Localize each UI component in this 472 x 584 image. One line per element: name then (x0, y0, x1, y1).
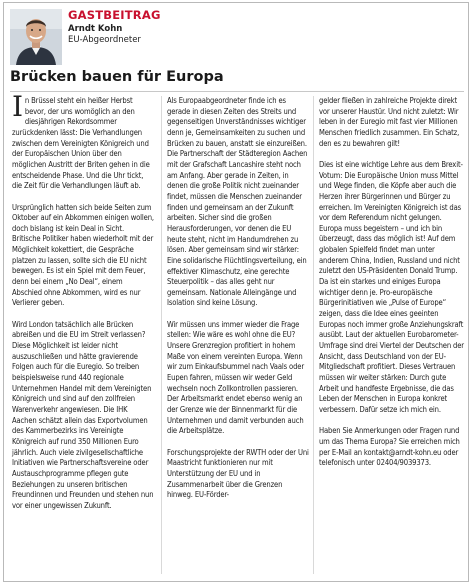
kicker-label: GASTBEITRAG (68, 8, 161, 22)
headline-divider (10, 91, 464, 92)
paragraph: Als Europaabgeordneter finde ich es gerade in diesen Zeiten des Streits und gegenseitigen Unverständnisses wichtiger denn je, Gemeinsamkeiten zu suchen und Brücken zu bauen, anstatt sie einzureißen. Die Partnerschaft der Städteregion Aachen mit der Grafschaft Lancashire steht noch am Anfang. Aber gerade in Zeiten, in denen die große Politik nicht zueinander findet, müssen die Menschen zueinander finden und gemeinsam an der Zukunft arbeiten. Sicher sind die großen Herausforderungen, vor denen die EU heute steht, nicht im Handumdrehen zu lösen. Aber gemeinsam sind wir stärker: Eine solidarische Flüchtlingsverteilung, ein effektiver Klimaschutz, eine gerechte Steuerpolitik – das alles geht nur gemeinsam. Nationale Alleingänge und Isolation sind keine Lösung. (167, 96, 308, 308)
column-divider (313, 96, 314, 574)
paragraph: Forschungsprojekte der RWTH oder der Uni Maastricht funktionieren nur mit Unterstützung der EU und in Zusammenarbeit über die Grenzen hinweg. EU-Förder- (167, 447, 309, 500)
text-column-3 (319, 96, 465, 479)
paragraph: Haben Sie Anmerkungen oder Fragen rund um das Thema Europa? Sie erreichen mich per E-Mail an kontakt@arndt-kohn.eu oder telefonisch unter 02404/9039373. (319, 426, 460, 468)
paragraph: Wir müssen uns immer wieder die Frage stellen: Wie wäre es wohl ohne die EU? Unsere Grenzregion profitiert in hohem Maße von einem vereinten Europa. Wenn wir zum Einkaufsbummel nach Vaals oder Eupen fahren, müssen wir weder Geld wechseln noch Zollkontrollen passieren. Der Arbeitsmarkt endet ebenso wenig an der Grenze wie der Binnenmarkt für die Unternehmen und damit verbunden auch die Arbeitsplätze. (167, 319, 304, 436)
text-column-1 (12, 90, 154, 522)
author-photo (10, 9, 62, 65)
paragraph: gelder fließen in zahlreiche Projekte direkt vor unserer Haustür. Und nicht zuletzt: Wir leben in der Euregio mit fast vier Millionen Menschen friedlich zusammen. Ein Schatz, den es zu bewahren gilt! (319, 96, 460, 148)
author-name: Arndt Kohn (68, 24, 123, 34)
article (3, 2, 469, 582)
paragraph: Dies ist eine wichtige Lehre aus dem Brexit-Votum: Die Europäische Union muss Mittel und Wege finden, die Köpfe aber auch die Herzen ihrer Bürgerinnen und Bürger zu erreichen. Im Vereinigten Königreich ist das vor dem Referendum nicht gelungen. Europa muss begeistern – und ich bin überzeugt, dass das möglich ist! Auf dem globalen Spielfeld findet man unter anderem China, Indien, Russland und nicht zuletzt den US-Präsidenten Donald Trump. Da ist ein starkes und einiges Europa wichtiger denn je. Pro-europäische Bürgerinitiativen wie „Pulse of Europe“ zeigen, dass die Idee eines geeinten Europas noch immer große Anziehungskraft ausübt. Laut der aktuellen Eurobarometer-Umfrage sind drei Viertel der Deutschen der Ansicht, dass Deutschland von der EU-Mitgliedschaft profitiert. Dieses Vertrauen müssen wir weiter stärken: Durch gute Arbeit und handfeste Ergebnisse, die das Leben der Menschen in Europa konkret verbessern. Dafür setze ich mich ein. (319, 159, 464, 414)
column-divider (161, 96, 162, 574)
author-role: EU-Abgeordneter (68, 35, 141, 45)
article-header (4, 3, 468, 65)
author-portrait-image (10, 9, 62, 65)
article-headline: Brücken bauen für Europa (10, 69, 224, 85)
paragraph: Wird London tatsächlich alle Brücken abreißen und die EU im Streit verlassen? Diese Möglichkeit ist leider nicht auszuschließen und hätte gravierende Folgen auch für die Euregio. So treiben beispielsweise rund 440 regionale Unternehmen Handel mit dem Vereinigten Königreich und sind auf den zollfreien Warenverkehr angewiesen. Die IHK Aachen schätzt allein das Exportvolumen des Kammerbezirks ins Vereinigte Königreich auf rund 350 Millionen Euro jährlich. Auch viele zivilgesellschaftliche Initiativen wie Partnerschaftsvereine oder Austauschprogramme pflegen gute Beziehungen zu unseren britischen Freundinnen und Freunden und stehen nun vor einer ungewissen Zukunft. (12, 319, 154, 510)
paragraph: Ursprünglich hatten sich beide Seiten zum Oktober auf ein Abkommen einigen wollen, doch bislang ist kein Deal in Sicht. Britische Politiker haben wiederholt mit der Möglichkeit kokettiert, die Gespräche platzen zu lassen, sollte sich die EU nicht bewegen. Es ist ein Spiel mit dem Feuer, denn bei einem „No Deal“, einem Abschied ohne Abkommen, wird es nur Verlierer geben. (12, 202, 154, 308)
text-column-2 (167, 96, 309, 511)
paragraph: In Brüssel steht ein heißer Herbst bevor, der uns womöglich an den diesjährigen Rekordsommer zurückdenken lässt: Die Verhandlungen zwischen dem Vereinigten Königreich und der Europäischen Union über den möglichen Austritt der Briten gehen in die entscheidende Phase. Und die Uhr tickt, die Zeit für die Verhandlungen läuft ab. (12, 90, 150, 191)
